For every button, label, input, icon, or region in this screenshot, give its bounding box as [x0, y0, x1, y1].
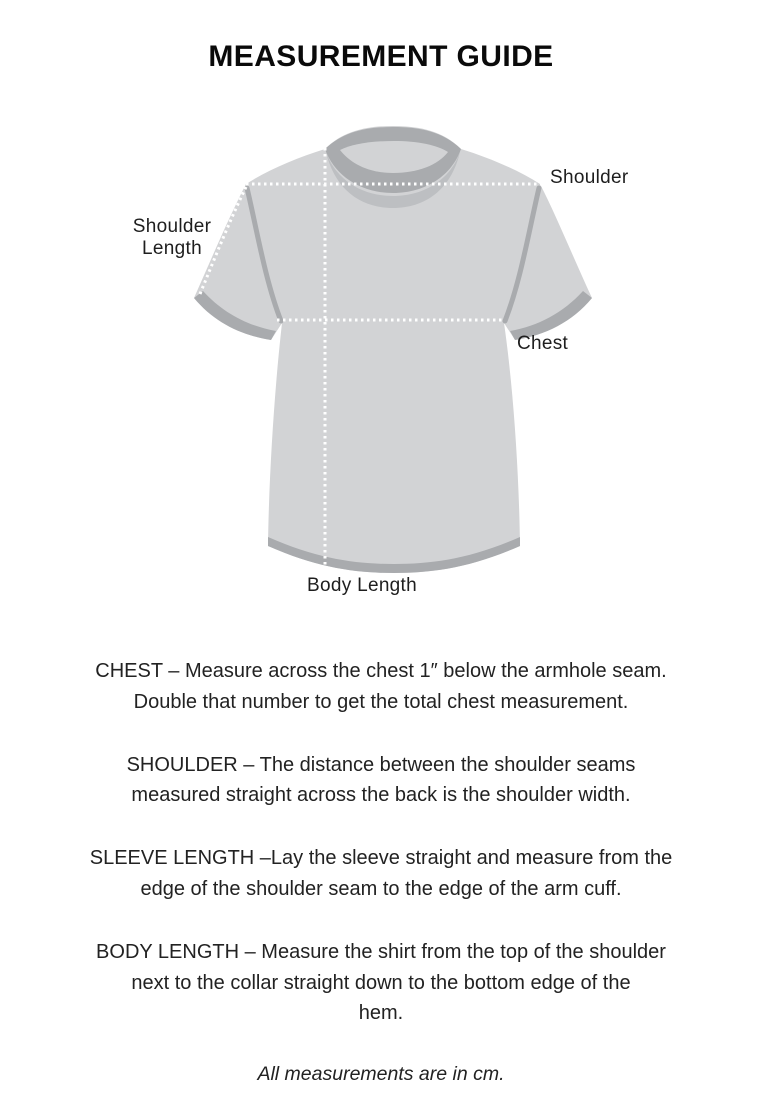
shoulder-length-label-line1: Shoulder	[132, 216, 212, 237]
shoulder-length-label	[107, 216, 237, 260]
chest-instruction	[31, 656, 731, 718]
chest-label: Chest	[517, 333, 569, 354]
shoulder-label: Shoulder	[550, 167, 629, 188]
instructions-block	[31, 656, 731, 1061]
instruction-line: SHOULDER – The distance between the shoulder seams	[126, 753, 636, 776]
instruction-line: Double that number to get the total chest measurement.	[133, 690, 629, 713]
instruction-line: SLEEVE LENGTH –Lay the sleeve straight and measure from the	[89, 847, 673, 870]
shoulder-instruction	[31, 750, 731, 812]
units-note: All measurements are in cm.	[257, 1063, 505, 1085]
instruction-line: BODY LENGTH – Measure the shirt from the top of the shoulder	[96, 940, 666, 963]
shoulder-length-label-line2: Length	[142, 238, 202, 259]
instruction-line: CHEST – Measure across the chest 1″ below the armhole seam.	[95, 660, 667, 682]
page-title: MEASUREMENT GUIDE	[208, 40, 554, 73]
body-length-instruction	[31, 937, 731, 1029]
body-length-label: Body Length	[307, 575, 417, 596]
instruction-line: measured straight across the back is the shoulder width.	[131, 784, 631, 807]
sleeve-length-instruction	[31, 843, 731, 905]
instruction-line: edge of the shoulder seam to the edge of the arm cuff.	[140, 877, 622, 900]
instruction-line: next to the collar straight down to the bottom edge of the	[131, 971, 631, 994]
instruction-line: hem.	[358, 1002, 404, 1025]
